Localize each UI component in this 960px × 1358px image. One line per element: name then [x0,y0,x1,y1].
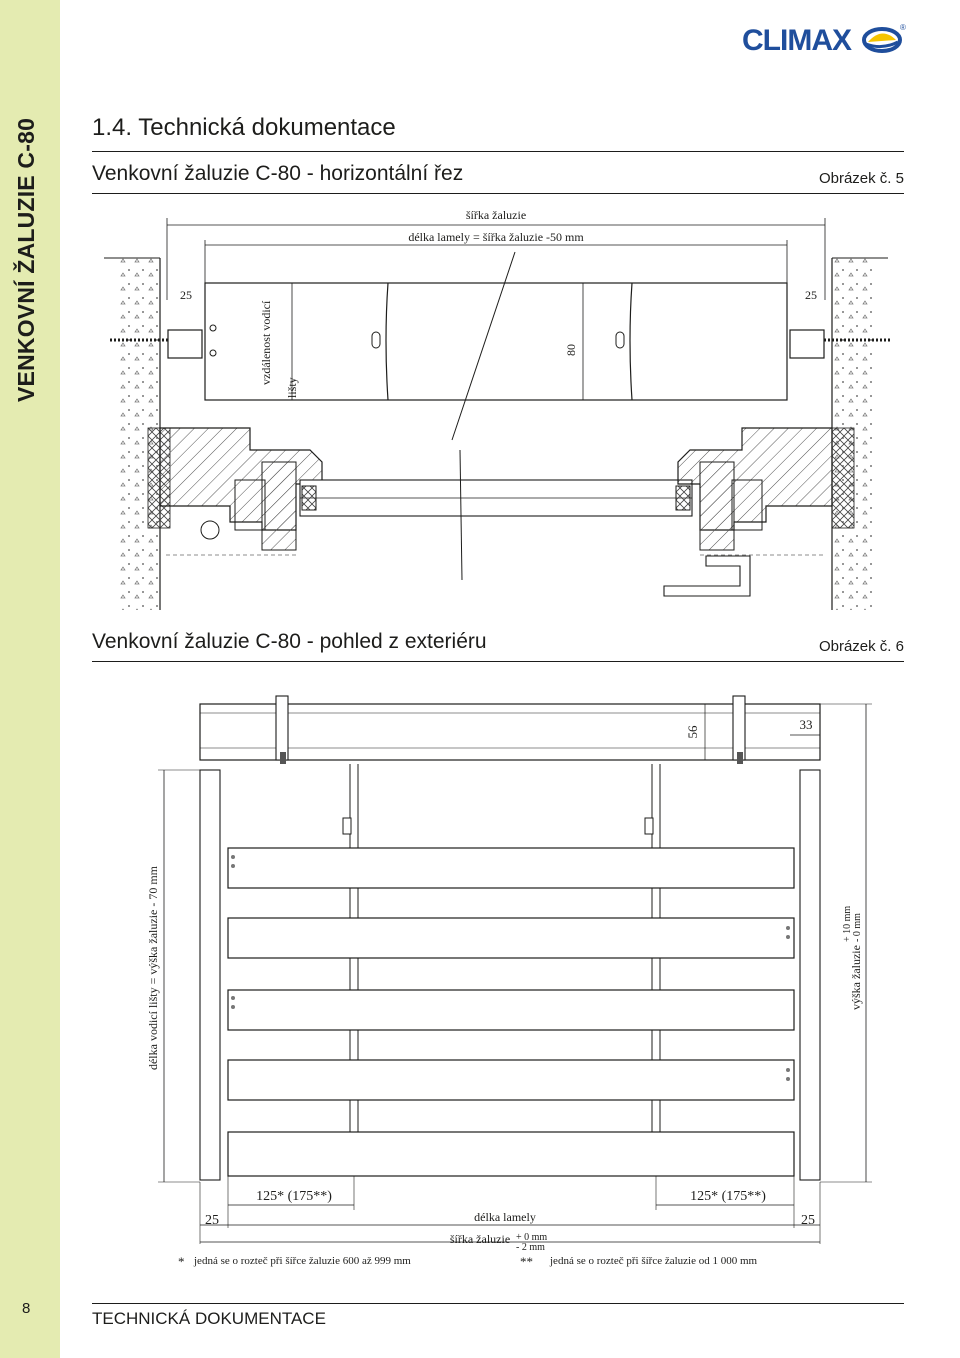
footer-rule [92,1303,904,1304]
fig6-dim-head-height: 56 [685,725,700,739]
figure5-title: Venkovní žaluzie C-80 - horizontální řez [92,162,464,185]
fig5-slat-label: délka lamely = šířka žaluzie -50 mm [408,230,584,244]
guide-rail-left [200,770,220,1180]
fig5-dim-right: 25 [805,288,817,302]
figure5-drawing [104,208,890,610]
window-frame-left [148,428,322,555]
figure6-drawing [146,696,872,1269]
fig6-height-tol-plus: + 10 mm [842,905,853,942]
fig6-height-label: výška žaluzie [849,945,863,1010]
note1-mark: * [178,1254,185,1269]
fig5-dim-left: 25 [180,288,192,302]
fig6-dim-ladder-right: 125* (175**) [690,1189,766,1204]
fig6-height-tol-minus: - 0 mm [852,913,863,942]
figure5-number: Obrázek č. 5 [818,170,904,187]
footer-label: TECHNICKÁ DOKUMENTACE [92,1309,326,1328]
logo-text: CLIMAX [742,24,851,56]
note2-mark: ** [520,1254,533,1269]
fig5-rail-distance-1: vzdálenost vodicí [259,300,273,385]
note2-text: jedná se o rozteč při šířce žaluzie od 1 000 mm [550,1255,758,1267]
note1-text: jedná se o rozteč při šířce žaluzie 600 až 999 mm [194,1255,411,1267]
fig6-dim-ladder-left: 125* (175**) [256,1189,332,1204]
head-rail [200,704,820,760]
right-guide-rail [790,330,824,358]
fig6-width-tol-minus: - 2 mm [516,1242,545,1253]
slat-1 [228,848,794,888]
fig6-width-tol-plus: + 0 mm [516,1232,548,1243]
registered-mark: ® [900,23,906,32]
fig5-dim-slat: 80 [564,344,578,356]
fig6-width-label: šířka žaluzie [449,1232,511,1246]
page-number: 8 [22,1300,31,1317]
slats [228,848,794,1176]
bottom-bar [228,1132,794,1176]
fig5-width-label: šířka žaluzie [465,208,527,222]
section-title: 1.4. Technická dokumentace [92,114,396,141]
bracket-left [276,696,288,760]
slat-4 [228,1060,794,1100]
left-guide-rail [168,330,202,358]
figure6-number: Obrázek č. 6 [818,638,904,655]
fig5-rail-distance-2: lišty [285,377,299,398]
fig6-slat-length-label: délka lamely [474,1210,536,1224]
fig6-dim-left-edge: 25 [205,1213,219,1228]
slat-3 [228,990,794,1030]
fig6-dim-head-side: 33 [799,717,813,732]
sidebar-title: VENKOVNÍ ŽALUZIE C-80 [13,117,39,402]
figure6-title: Venkovní žaluzie C-80 - pohled z exteriéru [92,630,487,653]
bracket-right [733,696,745,760]
fig6-dim-right-edge: 25 [801,1213,815,1228]
guide-rail-right [800,770,820,1180]
window-handle [664,556,750,596]
fig6-rail-length-label: délka vodicí lišty = výška žaluzie - 70 mm [146,865,160,1071]
slat-2 [228,918,794,958]
